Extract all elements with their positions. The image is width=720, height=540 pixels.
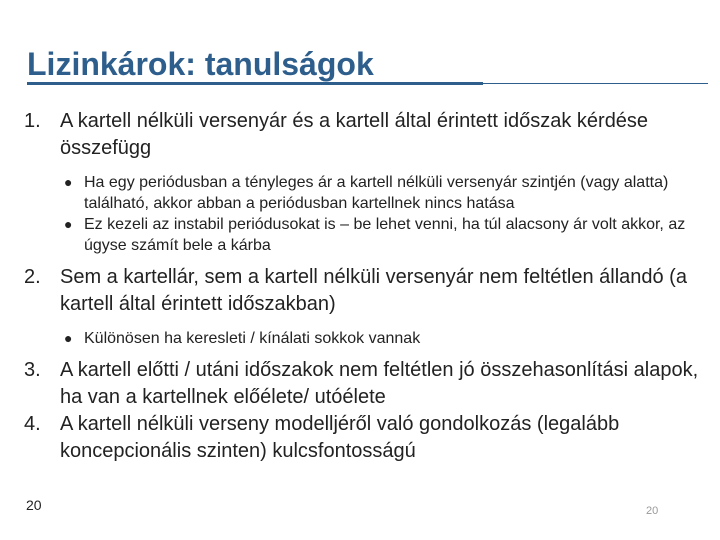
- list-number: 4.: [24, 413, 41, 435]
- list-item-text: A kartell nélküli verseny modelljéről való gondolkozás (legalább koncepcionális szinten) kulcsfontosságú: [60, 413, 620, 462]
- title-underline-thin: [483, 83, 708, 84]
- bullet-icon: ●: [64, 330, 73, 346]
- list-number: 1.: [24, 110, 41, 132]
- list-item-4: [24, 411, 704, 465]
- bullet-icon: ●: [64, 216, 73, 232]
- sub-item-text: Ez kezeli az instabil periódusokat is – be lehet venni, ha túl alacsony ár volt akkor, az úgyse számít bele a kárba: [84, 216, 686, 254]
- sub-item-text: Különösen ha keresleti / kínálati sokkok vannak: [84, 330, 421, 347]
- slide-body: [24, 108, 704, 465]
- sub-item-1-2: [24, 214, 704, 256]
- list-number: 3.: [24, 359, 41, 381]
- page-number: 20: [646, 505, 659, 517]
- list-item-2: [24, 264, 704, 318]
- sub-item-text: Ha egy periódusban a tényleges ár a kartell nélküli versenyár szintjén (vagy alatta) található, akkor abban a periódusban kartellnek nincs hatása: [84, 174, 669, 212]
- sub-item-2-1: [24, 328, 704, 349]
- list-item-3: [24, 357, 704, 411]
- list-item-text: A kartell előtti / utáni időszakok nem feltétlen jó összehasonlítási alapok, ha van a kartellnek előélete/ utóélete: [60, 359, 699, 408]
- list-number: 2.: [24, 266, 41, 288]
- title-underline: [27, 82, 483, 85]
- list-item-1: [24, 108, 704, 162]
- list-item-text: A kartell nélküli versenyár és a kartell által érintett időszak kérdése összefügg: [60, 110, 649, 159]
- slide-title: Lizinkárok: tanulságok: [27, 46, 374, 82]
- bullet-icon: ●: [64, 174, 73, 190]
- overlapping-slide-number: 20: [26, 497, 42, 513]
- list-item-text: Sem a kartellár, sem a kartell nélküli versenyár nem feltétlen állandó (a kartell által érintett időszakban): [60, 266, 687, 315]
- sub-item-1-1: [24, 172, 704, 214]
